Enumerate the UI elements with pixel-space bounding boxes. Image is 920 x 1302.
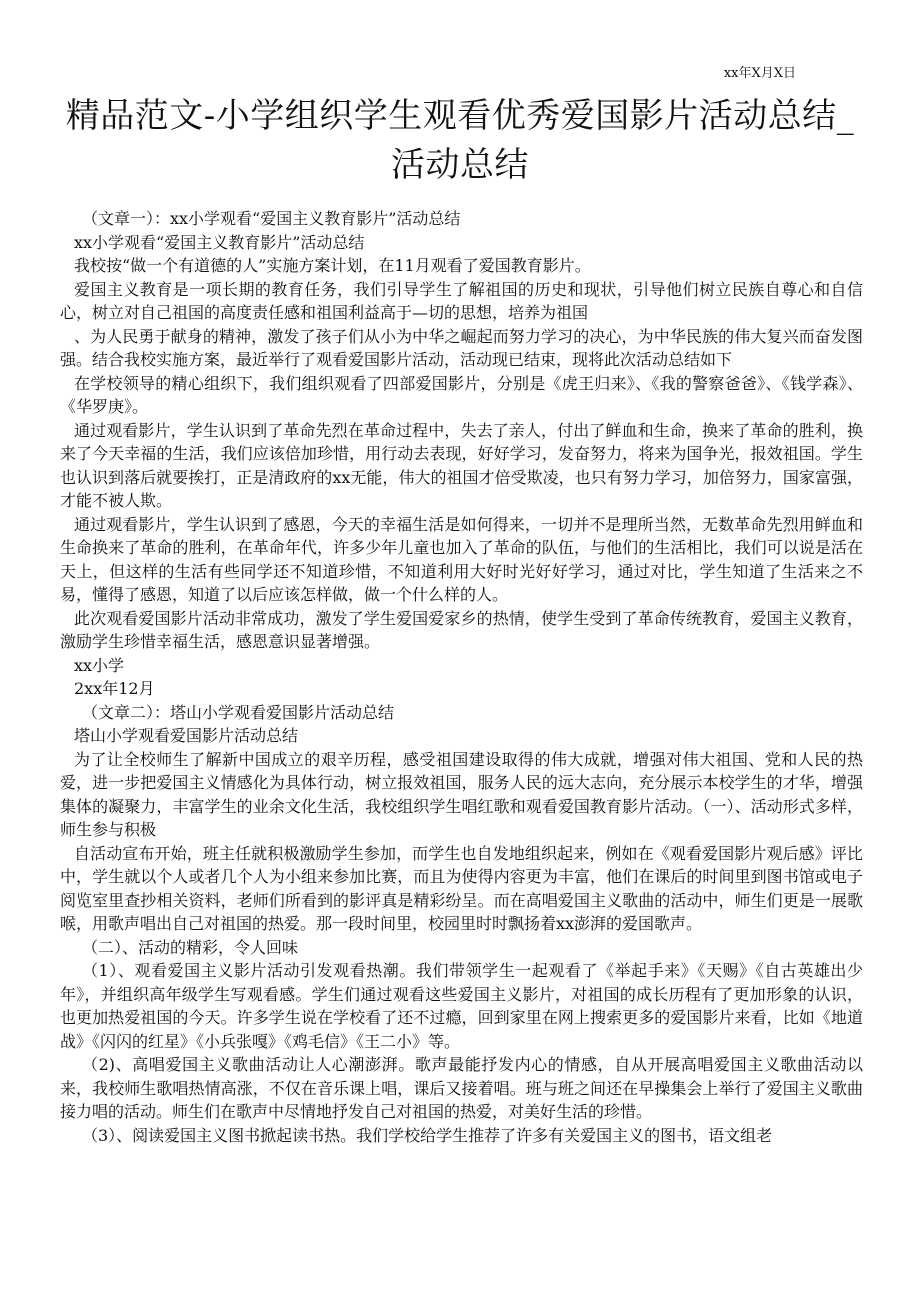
paragraph: 2xx年12月 bbox=[74, 679, 155, 698]
paragraph: 在学校领导的精心组织下，我们组织观看了四部爱国影片，分别是《虎王归来》、《我的警察爸爸》、《钱学森》、《华罗庚》。 bbox=[60, 373, 863, 416]
paragraph: xx小学 bbox=[74, 655, 125, 675]
date-line: xx年X月X日 bbox=[723, 66, 796, 81]
paragraph: （2)、高唱爱国主义歌曲活动让人心潮澎湃。歌声最能抒发内心的情感，自从开展高唱爱国主义歌曲活动以来，我校师生歌唱热情高涨，不仅在音乐课上唱，课后又接着唱。班与班之间还在早操集会上举行了爱国主义歌曲接力唱的活动。师生们在歌声中尽情地抒发自己对祖国的热爱，对美好生活的珍惜。 bbox=[60, 1055, 863, 1121]
paragraph: 此次观看爱国影片活动非常成功，激发了学生爱国爱家乡的热情，使学生受到了革命传统教育，爱国主义教育，激励学生珍惜幸福生活，感恩意识显著增强。 bbox=[60, 608, 863, 651]
paragraph: （1）、观看爱国主义影片活动引发观看热潮。我们带领学生一起观看了《举起手来》《天赐》《自古英雄出少年》，并组织高年级学生写观看感。学生们通过观看这些爱国主义影片，对祖国的成长历程有了更加形象的认识，也更加热爱祖国的今天。许多学生说在学校看了还不过瘾，回到家里在网上搜索更多的爱国影片来看，比如《地道战》《闪闪的红星》《小兵张嘎》《鸡毛信》《王二小》等。 bbox=[60, 961, 863, 1051]
document-title: 精品范文-小学组织学生观看优秀爱国影片活动总结_活动总结 bbox=[65, 96, 855, 185]
paragraph: 、为人民勇于献身的精神，激发了孩子们从小为中华之崛起而努力学习的决心，为中华民族的伟大复兴而奋发图强。结合我校实施方案，最近举行了观看爱国影片活动，活动现已结束，现将此次活动总结如下 bbox=[60, 326, 863, 369]
paragraph: （3）、阅读爱国主义图书掀起读书热。我们学校给学生推荐了许多有关爱国主义的图书，语文组老 bbox=[82, 1125, 773, 1145]
paragraph: （二）、活动的精彩，令人回味 bbox=[82, 937, 299, 957]
paragraph: xx小学观看“爱国主义教育影片”活动总结 bbox=[74, 232, 365, 252]
paragraph: （文章二）：塔山小学观看爱国影片活动总结 bbox=[82, 702, 395, 722]
paragraph: 通过观看影片，学生认识到了革命先烈在革命过程中，失去了亲人，付出了鲜血和生命，换来了革命的胜利，换来了今天幸福的生活，我们应该倍加珍惜，用行动去表现，好好学习，发奋努力，将来为国争光，报效祖国。学生也认识到落后就要挨打，正是清政府的xx无能，伟大的祖国才倍受欺凌，也只有努力学习，加倍努力，国家富强，才能不被人欺。 bbox=[60, 420, 863, 510]
paragraph: 自活动宣布开始，班主任就积极激励学生参加，而学生也自发地组织起来，例如在《观看爱国影片观后感》评比中，学生就以个人或者几个人为小组来参加比赛，而且为使得内容更为丰富，他们在课后的时间里到图书馆或电子阅览室里查抄相关资料，老师们所看到的影评真是精彩纷呈。而在高唱爱国主义歌曲的活动中，师生们更是一展歌喉，用歌声唱出自己对祖国的热爱。那一段时间里，校园里时时飘扬着xx澎湃的爱国歌声。 bbox=[60, 843, 863, 933]
paragraph: 爱国主义教育是一项长期的教育任务，我们引导学生了解祖国的历史和现状，引导他们树立民族自尊心和自信心，树立对自己祖国的高度责任感和祖国利益高于—切的思想，培养为祖国 bbox=[60, 279, 863, 322]
paragraph: （文章一）：xx小学观看“爱国主义教育影片”活动总结 bbox=[82, 209, 461, 228]
paragraph: 通过观看影片，学生认识到了感恩，今天的幸福生活是如何得来，一切并不是理所当然，无数革命先烈用鲜血和生命换来了革命的胜利，在革命年代，许多少年儿童也加入了革命的队伍，与他们的生活相比，我们可以说是活在天上，但这样的生活有些同学还不知道珍惜，不知道利用大好时光好好学习，通过对比，学生知道了生活来之不易，懂得了感恩，知道了以后应该怎样做，做一个什么样的人。 bbox=[60, 514, 863, 604]
document-body bbox=[60, 207, 863, 1147]
paragraph: 塔山小学观看爱国影片活动总结 bbox=[74, 726, 299, 745]
paragraph: 我校按“做一个有道德的人”实施方案计划，在11月观看了爱国教育影片。 bbox=[74, 256, 591, 275]
paragraph: 为了让全校师生了解新中国成立的艰辛历程，感受祖国建设取得的伟大成就，增强对伟大祖国、党和人民的热爱，进一步把爱国主义情感化为具体行动，树立报效祖国，服务人民的远大志向，充分展示本校学生的才华，增强集体的凝聚力，丰富学生的业余文化生活，我校组织学生唱红歌和观看爱国教育影片活动。（一）、活动形式多样，师生参与积极 bbox=[60, 749, 863, 839]
